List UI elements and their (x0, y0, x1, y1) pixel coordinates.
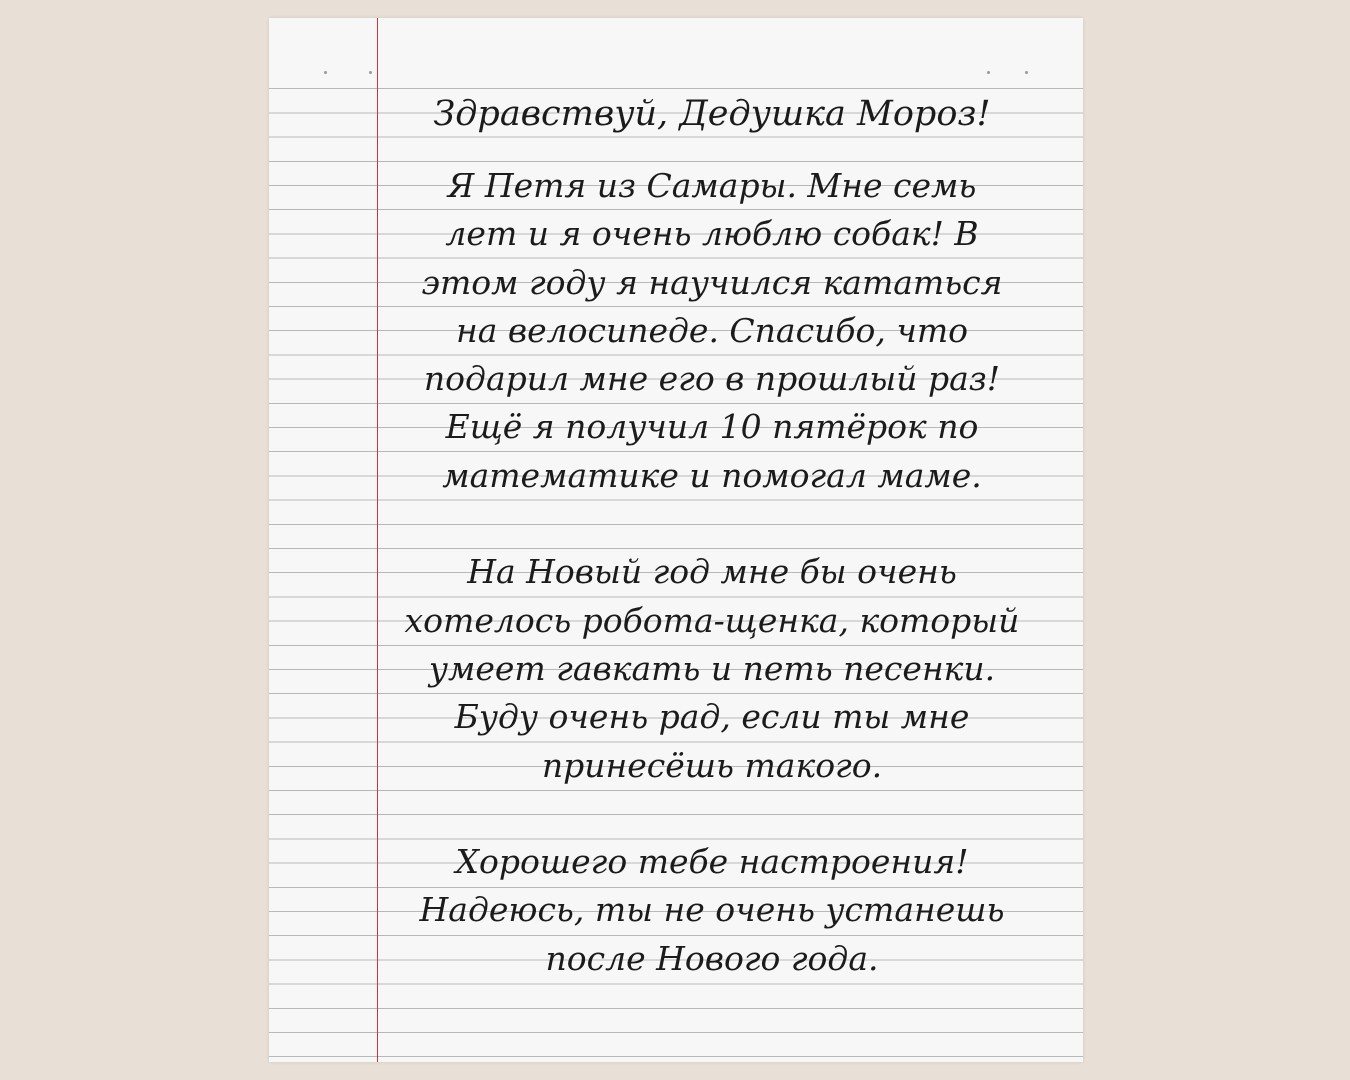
letter-line: принесёшь такого. (541, 745, 883, 785)
letter-line: На Новый год мне бы очень (467, 552, 957, 592)
paragraph-1 (387, 162, 1037, 500)
letter-line: Надеюсь, ты не очень устанешь (419, 890, 1005, 930)
letter-line: Я Петя из Самары. Мне семь (447, 166, 977, 205)
paper-dot (369, 71, 372, 74)
paragraph-2 (387, 548, 1037, 789)
paragraph-spacer (387, 790, 1037, 838)
letter-line: хотелось робота-щенка, который (404, 600, 1020, 640)
letter-line: математике и помогал маме. (442, 455, 982, 495)
paper-top-band (269, 18, 1083, 65)
letter-line: Ещё я получил 10 пятёрок по (445, 407, 979, 447)
letter-line: после Нового года. (545, 938, 879, 978)
paragraph-spacer (387, 500, 1037, 548)
letter-body (387, 66, 1037, 983)
margin-line (377, 18, 378, 1062)
letter-line: Хорошего тебе настроения! (455, 842, 969, 882)
notebook-paper (269, 18, 1083, 1062)
letter-greeting: Здравствуй, Дедушка Мороз! (433, 94, 991, 134)
letter-line: подарил мне его в прошлый раз! (423, 359, 1001, 399)
letter-line: этом году я научился кататься (421, 262, 1003, 302)
letter-line: лет и я очень люблю собак! В (445, 214, 979, 254)
letter-line: на велосипеде. Спасибо, что (455, 310, 969, 350)
paper-dot (324, 71, 327, 74)
letter-line: Буду очень рад, если ты мне (454, 697, 970, 737)
letter-line: умеет гавкать и петь песенки. (428, 648, 996, 688)
paragraph-3 (387, 838, 1037, 983)
